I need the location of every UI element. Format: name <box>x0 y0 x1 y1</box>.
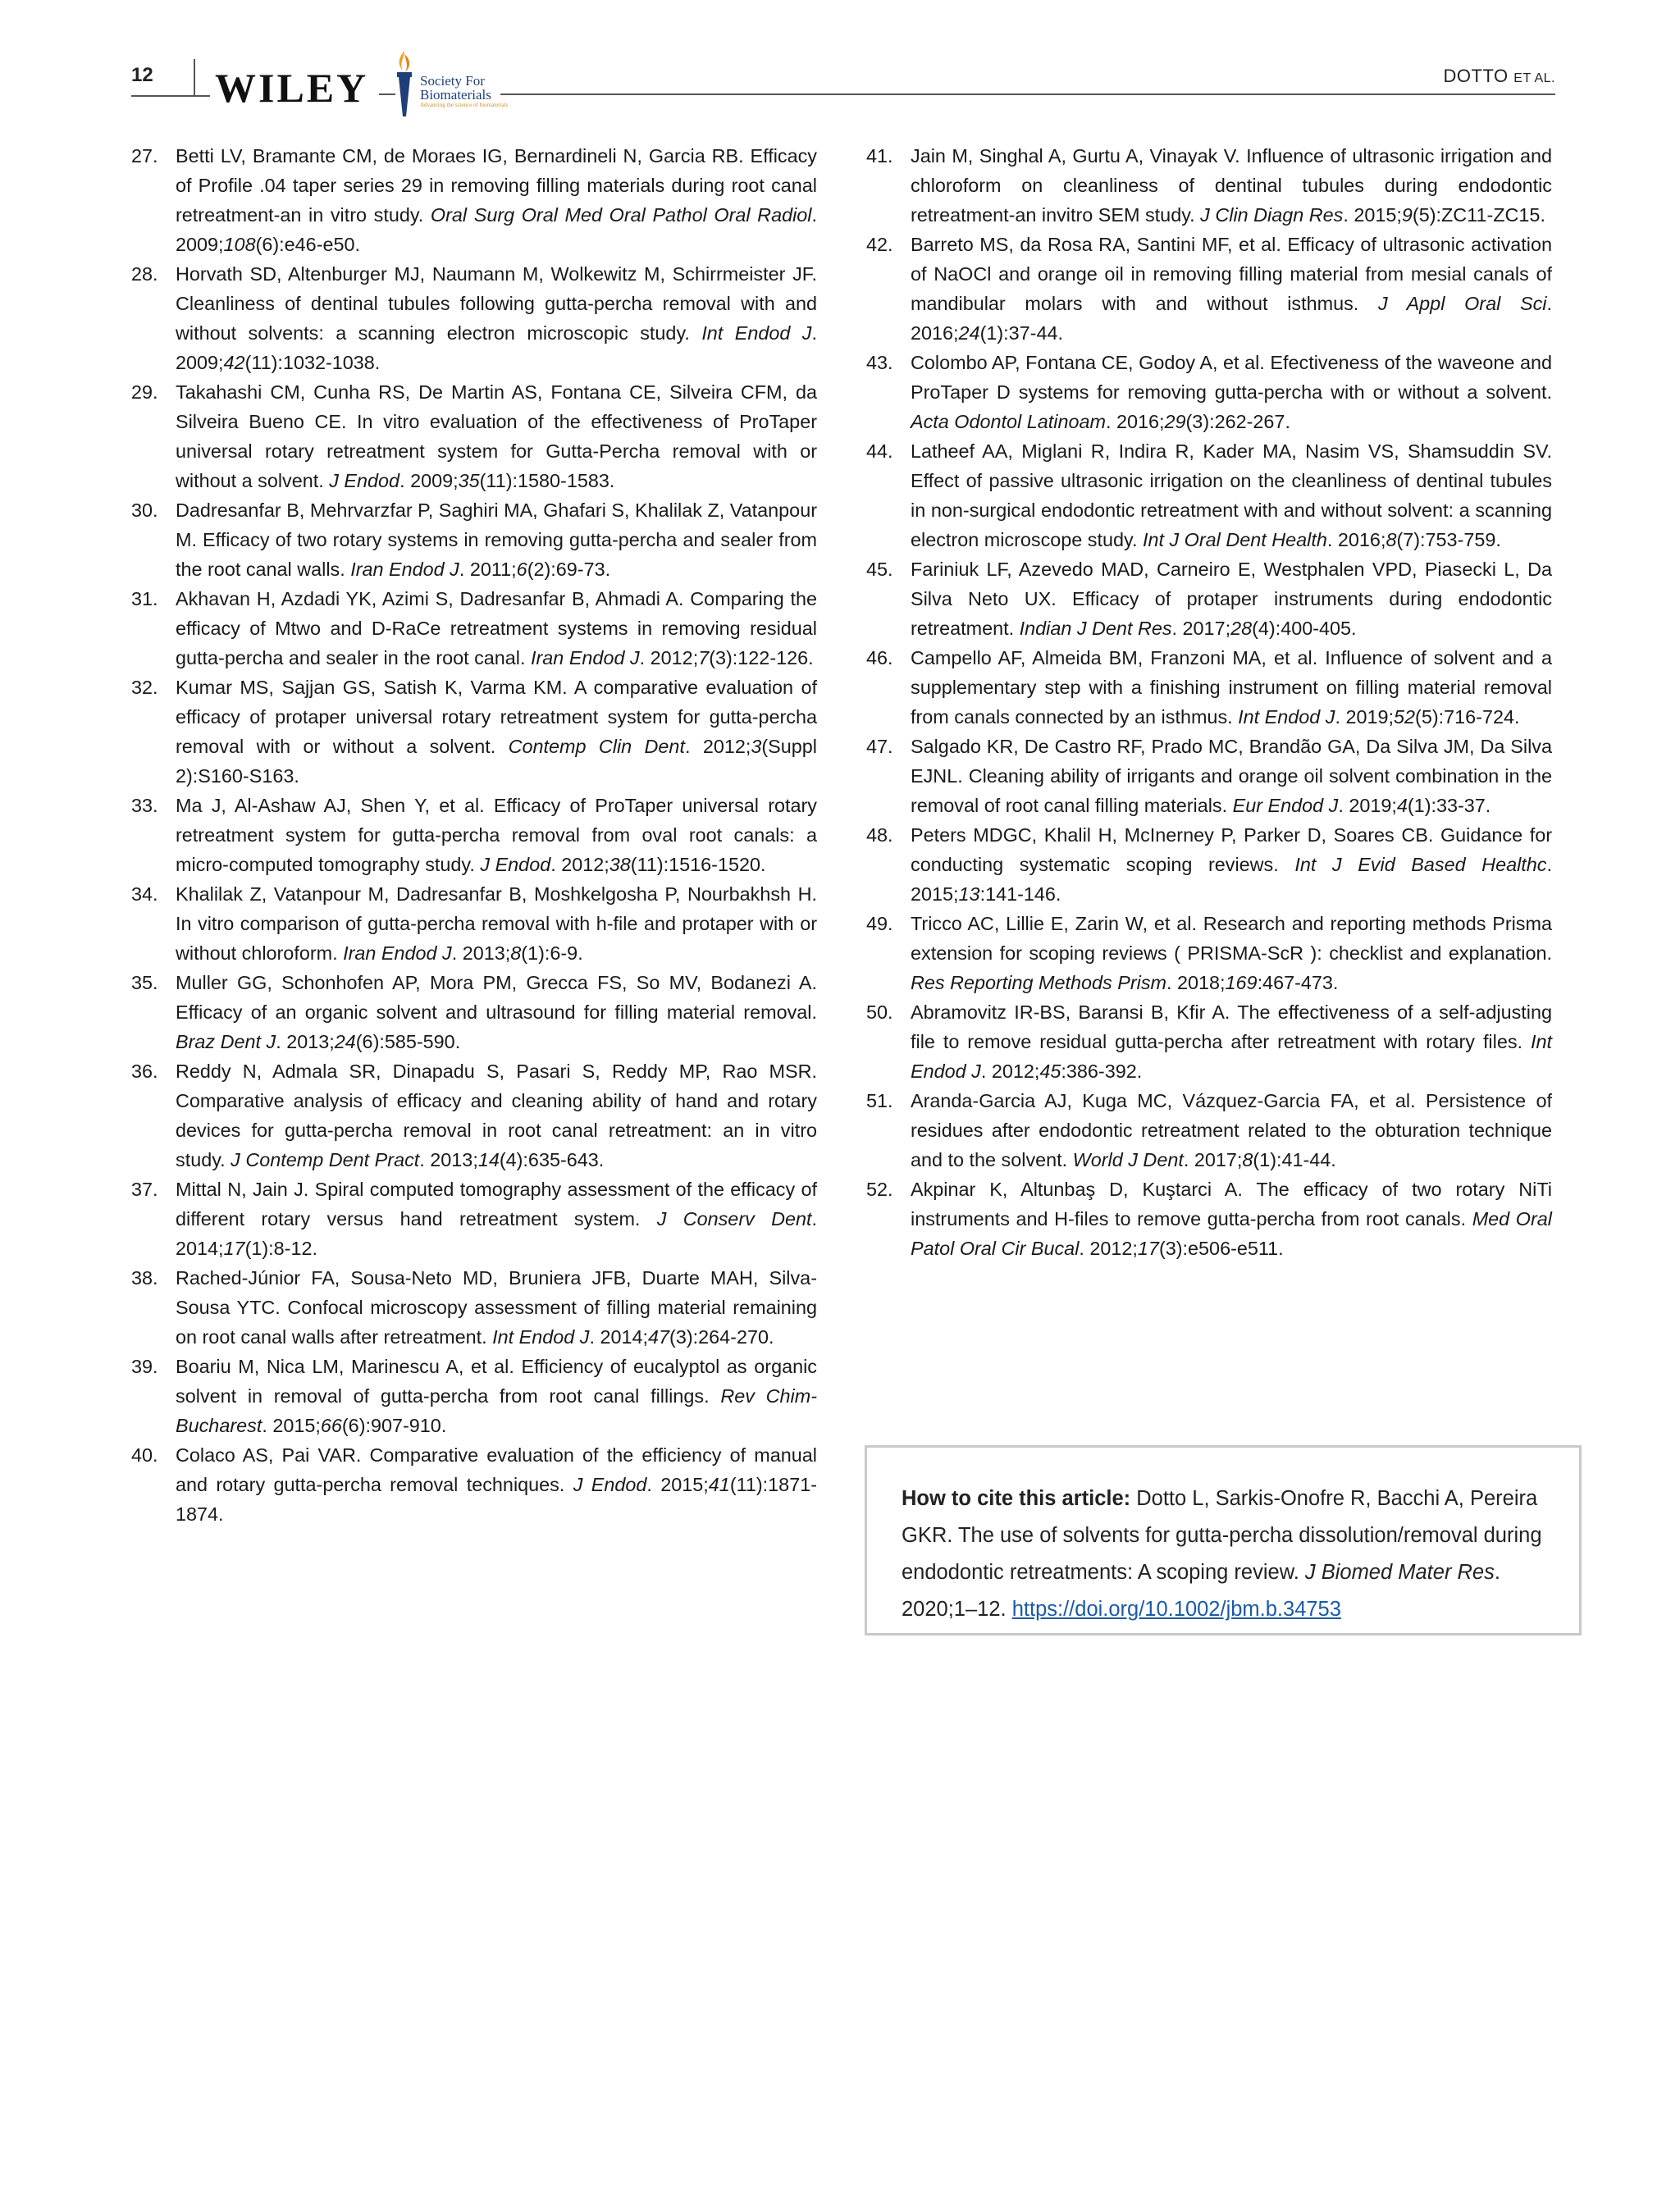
reference-year: . 2013; <box>276 1031 335 1052</box>
reference-text: Ma J, Al-Ashaw AJ, Shen Y, et al. Efficacy of ProTaper universal rotary retreatment system for gutta-percha removal from oval root canals: a micro-computed tomography study. <box>176 795 817 875</box>
reference-year: . 2012; <box>1079 1238 1138 1259</box>
reference-text: Akpinar K, Altunbaş D, Kuştarci A. The efficacy of two rotary NiTi instruments and H-files to remove gutta-percha from root canals. <box>911 1179 1552 1229</box>
reference-year: . 2009; <box>399 470 459 491</box>
reference-journal: World J Dent <box>1072 1149 1184 1170</box>
reference-item <box>131 1263 817 1352</box>
reference-journal: Contemp Clin Dent <box>508 736 685 757</box>
citation-text: Dotto L, Sarkis-Onofre R, Bacchi A, Pereira GKR. The use of solvents for gutta-percha dissolution/removal during endodontic retreatments: A scoping review. <box>902 1487 1542 1584</box>
reference-number: 35. <box>131 972 158 993</box>
reference-volume: 24 <box>958 322 980 344</box>
reference-item <box>866 554 1552 643</box>
reference-text: Boariu M, Nica LM, Marinescu A, et al. Efficiency of eucalyptol as organic solvent in removal of gutta-percha from root canal fillings. <box>176 1356 817 1407</box>
reference-number: 40. <box>131 1444 158 1466</box>
reference-item <box>131 968 817 1056</box>
reference-item <box>866 230 1552 348</box>
reference-item <box>866 997 1552 1086</box>
reference-text: Reddy N, Admala SR, Dinapadu S, Pasari S, Reddy MP, Rao MSR. Comparative analysis of efficacy and cleaning ability of hand and rotary devices for gutta-percha removal in root canal retreatment: an in vitro study. <box>176 1061 817 1170</box>
reference-volume: 8 <box>1242 1149 1253 1170</box>
reference-item <box>866 732 1552 820</box>
reference-journal: Int J Evid Based Healthc <box>1294 854 1547 875</box>
reference-item <box>866 820 1552 909</box>
reference-text: Salgado KR, De Castro RF, Prado MC, Brandão GA, Da Silva JM, Da Silva EJNL. Cleaning ability of irrigants and orange oil solvent combination in the removal of root canal filling materials. <box>911 736 1552 816</box>
reference-pages: (4):635-643. <box>499 1149 605 1170</box>
citation-label: How to cite this article: <box>902 1487 1131 1510</box>
reference-pages: :141-146. <box>979 883 1061 905</box>
society-logo <box>420 74 508 108</box>
reference-volume: 66 <box>320 1415 342 1436</box>
reference-number: 29. <box>131 381 158 403</box>
reference-number: 39. <box>131 1356 158 1377</box>
reference-year: . 2018; <box>1166 972 1226 993</box>
reference-text: Khalilak Z, Vatanpour M, Dadresanfar B, Moshkelgosha P, Nourbakhsh H. In vitro comparison of gutta-percha removal with h-file and protaper with or without chloroform. <box>176 883 817 964</box>
reference-year: . 2015; <box>911 854 1552 905</box>
reference-pages: (6):e46-e50. <box>255 234 361 255</box>
reference-pages: (3):e506-e511. <box>1158 1238 1284 1259</box>
reference-number: 28. <box>131 263 158 285</box>
reference-item <box>131 1056 817 1175</box>
reference-text: Horvath SD, Altenburger MJ, Naumann M, Wolkewitz M, Schirrmeister JF. Cleanliness of dentinal tubules following gutta-percha removal with and without solvents: a scanning electron microscopic study. <box>176 263 817 344</box>
reference-volume: 29 <box>1164 411 1186 432</box>
reference-pages: (Suppl 2):S160-S163. <box>176 736 818 787</box>
reference-volume: 17 <box>1137 1238 1159 1259</box>
reference-volume: 45 <box>1039 1061 1061 1082</box>
reference-volume: 169 <box>1225 972 1258 993</box>
reference-number: 31. <box>131 588 158 609</box>
reference-journal: J Endod <box>573 1474 647 1495</box>
society-tagline: Advancing the science of biomaterials <box>420 101 509 108</box>
reference-number: 37. <box>131 1179 158 1200</box>
reference-pages: :467-473. <box>1257 972 1339 993</box>
reference-item <box>866 643 1552 732</box>
reference-number: 32. <box>131 677 158 698</box>
doi-link[interactable]: https://doi.org/10.1002/jbm.b.34753 <box>1011 1598 1341 1621</box>
header-divider <box>194 59 195 95</box>
reference-journal: Int J Oral Dent Health <box>1142 529 1327 550</box>
torch-icon <box>392 48 417 121</box>
reference-item <box>131 673 817 791</box>
reference-journal: Iran Endod J <box>350 559 459 580</box>
reference-number: 49. <box>866 913 893 934</box>
reference-year: . 2015; <box>262 1415 321 1436</box>
reference-volume: 24 <box>334 1031 356 1052</box>
reference-year: . 2017; <box>1171 618 1231 639</box>
reference-text: Fariniuk LF, Azevedo MAD, Carneiro E, Westphalen VPD, Piasecki L, Da Silva Neto UX. Efficacy of protaper instruments during endodontic retreatment. <box>911 559 1552 639</box>
reference-pages: (11):1032-1038. <box>244 352 381 373</box>
reference-pages: (1):6-9. <box>521 942 583 964</box>
reference-volume: 38 <box>609 854 631 875</box>
reference-pages: (7):753-759. <box>1396 529 1501 550</box>
reference-journal: Med Oral Patol Oral Cir Bucal <box>911 1208 1552 1259</box>
reference-year: . 2019; <box>1335 706 1395 728</box>
reference-journal: J Appl Oral Sci <box>1378 293 1547 314</box>
reference-year: . 2014; <box>589 1326 649 1348</box>
reference-journal: Rev Chim-Bucharest <box>176 1385 817 1436</box>
reference-journal: Braz Dent J <box>176 1031 276 1052</box>
reference-journal: J Clin Diagn Res <box>1200 204 1344 226</box>
reference-pages: (5):716-724. <box>1415 706 1520 728</box>
reference-volume: 8 <box>510 942 522 964</box>
reference-volume: 7 <box>698 647 710 668</box>
reference-year: . 2012; <box>550 854 609 875</box>
reference-journal: Int Endod J <box>911 1031 1552 1082</box>
reference-item <box>131 495 817 584</box>
reference-item <box>131 1440 817 1529</box>
reference-journal: Oral Surg Oral Med Oral Pathol Oral Radiol <box>430 204 812 226</box>
reference-year: . 2011; <box>459 559 517 580</box>
page-number: 12 <box>131 64 153 86</box>
reference-year: . 2017; <box>1183 1149 1243 1170</box>
reference-item <box>131 141 817 259</box>
reference-text: Barreto MS, da Rosa RA, Santini MF, et al. Efficacy of ultrasonic activation of NaOCl and orange oil in removing filling material from mesial canals of mandibular molars with and without isthmus. <box>911 234 1552 314</box>
reference-text: Jain M, Singhal A, Gurtu A, Vinayak V. Influence of ultrasonic irrigation and chloroform on cleanliness of dentinal tubules during endodontic retreatment-an invitro SEM study. <box>911 145 1552 226</box>
reference-item <box>866 141 1552 230</box>
reference-pages: (1):33-37. <box>1407 795 1491 816</box>
reference-number: 51. <box>866 1090 893 1111</box>
reference-number: 30. <box>131 500 158 521</box>
reference-text: Colaco AS, Pai VAR. Comparative evaluation of the efficiency of manual and rotary gutta-percha removal techniques. <box>176 1444 817 1495</box>
reference-year: . 2013; <box>419 1149 478 1170</box>
reference-number: 34. <box>131 883 158 905</box>
reference-journal: Int Endod J <box>1238 706 1335 728</box>
wiley-logo: WILEY <box>215 65 369 111</box>
reference-volume: 108 <box>223 234 256 255</box>
reference-volume: 4 <box>1396 795 1408 816</box>
reference-year: . 2015; <box>1343 204 1402 226</box>
society-line2: Biomaterials <box>420 87 491 103</box>
reference-year: . 2015; <box>646 1474 709 1495</box>
page-header <box>0 0 1680 131</box>
reference-pages: (11):1871-1874. <box>176 1474 817 1525</box>
reference-journal: J Endod <box>329 470 400 491</box>
reference-year: . 2016; <box>1105 411 1165 432</box>
reference-number: 47. <box>866 736 893 757</box>
reference-number: 46. <box>866 647 893 668</box>
reference-item <box>866 909 1552 997</box>
running-head-author: DOTTO <box>1443 66 1509 86</box>
reference-journal: Int Endod J <box>492 1326 590 1348</box>
reference-number: 42. <box>866 234 893 255</box>
reference-item <box>131 1175 817 1263</box>
reference-journal: J Contemp Dent Pract <box>231 1149 420 1170</box>
reference-volume: 3 <box>751 736 762 757</box>
citation-journal: J Biomed Mater Res <box>1304 1561 1495 1584</box>
reference-pages: (6):907-910. <box>341 1415 447 1436</box>
reference-pages: (1):37-44. <box>979 322 1063 344</box>
reference-year: . 2016; <box>911 293 1553 344</box>
reference-text: Kumar MS, Sajjan GS, Satish K, Varma KM. A comparative evaluation of efficacy of protaper universal rotary retreatment system for gutta-percha removal with or without a solvent. <box>176 677 817 757</box>
reference-item <box>866 1086 1552 1175</box>
reference-text: Tricco AC, Lillie E, Zarin W, et al. Research and reporting methods Prisma extension for scoping reviews ( PRISMA-ScR ): checklist and explanation. <box>911 913 1552 964</box>
running-head <box>1444 66 1555 87</box>
reference-journal: Iran Endod J <box>343 942 452 964</box>
reference-number: 27. <box>131 145 158 167</box>
reference-pages: (3):262-267. <box>1185 411 1290 432</box>
reference-volume: 9 <box>1401 204 1413 226</box>
reference-pages: (11):1580-1583. <box>479 470 615 491</box>
reference-item <box>131 1352 817 1440</box>
reference-text: Colombo AP, Fontana CE, Godoy A, et al. Efectiveness of the waveone and ProTaper D systems for removing gutta-percha with or without a solvent. <box>911 352 1552 403</box>
reference-year: . 2013; <box>451 942 511 964</box>
reference-number: 38. <box>131 1267 158 1289</box>
reference-item <box>866 436 1552 554</box>
reference-item <box>866 1175 1552 1263</box>
citation-details: . 2020;1–12. <box>902 1561 1500 1621</box>
reference-year: . 2014; <box>176 1208 817 1259</box>
reference-pages: (1):8-12. <box>244 1238 317 1259</box>
references-left-column <box>131 141 817 1529</box>
reference-text: Akhavan H, Azdadi YK, Azimi S, Dadresanfar B, Ahmadi A. Comparing the efficacy of Mtwo and D-RaCe retreatment systems in removing residual gutta-percha and sealer in the root canal. <box>176 588 817 668</box>
reference-item <box>866 348 1552 436</box>
reference-volume: 28 <box>1230 618 1253 639</box>
reference-text: Dadresanfar B, Mehrvarzfar P, Saghiri MA, Ghafari S, Khalilak Z, Vatanpour M. Efficacy of two rotary systems in removing gutta-percha and sealer from the root canal walls. <box>176 500 817 580</box>
reference-year: . 2009; <box>176 322 817 373</box>
reference-number: 36. <box>131 1061 158 1082</box>
references-right-column <box>866 141 1552 1263</box>
reference-volume: 17 <box>223 1238 245 1259</box>
reference-volume: 47 <box>648 1326 670 1348</box>
reference-volume: 41 <box>708 1474 730 1495</box>
reference-year: . 2016; <box>1326 529 1386 550</box>
reference-pages: (3):264-270. <box>669 1326 774 1348</box>
reference-journal: J Conserv Dent <box>656 1208 812 1229</box>
reference-number: 44. <box>866 440 893 462</box>
reference-text: Muller GG, Schonhofen AP, Mora PM, Grecca FS, So MV, Bodanezi A. Efficacy of an organic solvent and ultrasound for filling material removal. <box>176 972 817 1023</box>
reference-text: Rached-Júnior FA, Sousa-Neto MD, Bruniera JFB, Duarte MAH, Silva-Sousa YTC. Confocal microscopy assessment of filling material remaining on root canal walls after retreatment. <box>176 1267 817 1348</box>
reference-journal: Indian J Dent Res <box>1019 618 1172 639</box>
reference-year: . 2012; <box>980 1061 1040 1082</box>
reference-pages: (2):69-73. <box>527 559 611 580</box>
reference-pages: (6):585-590. <box>355 1031 461 1052</box>
citation-box <box>865 1445 1582 1635</box>
reference-number: 50. <box>866 1001 893 1023</box>
running-head-suffix: ET AL. <box>1513 71 1555 85</box>
reference-number: 43. <box>866 352 893 373</box>
reference-text: Peters MDGC, Khalil H, McInerney P, Parker D, Soares CB. Guidance for conducting systematic scoping reviews. <box>911 824 1552 875</box>
reference-item <box>131 879 817 968</box>
reference-number: 45. <box>866 559 893 580</box>
reference-item <box>131 259 817 377</box>
reference-journal: Iran Endod J <box>531 647 640 668</box>
reference-journal: J Endod <box>480 854 551 875</box>
reference-journal: Eur Endod J <box>1232 795 1339 816</box>
reference-text: Takahashi CM, Cunha RS, De Martin AS, Fontana CE, Silveira CFM, da Silveira Bueno CE. In vitro evaluation of the effectiveness of ProTaper universal rotary retreatment system for Gutta-Percha removal with or without a solvent. <box>176 381 817 491</box>
reference-year: . 2012; <box>639 647 699 668</box>
reference-pages: (4):400-405. <box>1252 618 1357 639</box>
reference-text: Betti LV, Bramante CM, de Moraes IG, Bernardineli N, Garcia RB. Efficacy of Profile .04 taper series 29 in removing filling materials during root canal retreatment-an in vitro study. <box>176 145 817 226</box>
reference-text: Mittal N, Jain J. Spiral computed tomography assessment of the efficacy of different rotary versus hand retreatment system. <box>176 1179 817 1229</box>
reference-number: 48. <box>866 824 893 846</box>
reference-year: . 2019; <box>1338 795 1397 816</box>
reference-number: 41. <box>866 145 893 167</box>
reference-number: 52. <box>866 1179 893 1200</box>
reference-volume: 8 <box>1386 529 1397 550</box>
reference-journal: Acta Odontol Latinoam <box>911 411 1106 432</box>
reference-pages: (1):41-44. <box>1253 1149 1336 1170</box>
reference-pages: (11):1516-1520. <box>630 854 766 875</box>
reference-volume: 14 <box>477 1149 500 1170</box>
reference-journal: Res Reporting Methods Prism <box>911 972 1166 993</box>
reference-item <box>131 791 817 879</box>
reference-year: . 2012; <box>684 736 751 757</box>
header-rule-right <box>500 94 1555 95</box>
reference-text: Campello AF, Almeida BM, Franzoni MA, et al. Influence of solvent and a supplementary step with a finishing instrument on filling material removal from canals connected by an isthmus. <box>911 647 1552 728</box>
header-rule-left <box>131 95 210 97</box>
reference-volume: 13 <box>958 883 980 905</box>
reference-pages: :386-392. <box>1061 1061 1143 1082</box>
reference-volume: 6 <box>516 559 527 580</box>
society-line1: Society For <box>420 73 485 89</box>
reference-journal: Int Endod J <box>701 322 812 344</box>
reference-volume: 52 <box>1394 706 1416 728</box>
reference-text: Latheef AA, Miglani R, Indira R, Kader MA, Nasim VS, Shamsuddin SV. Effect of passive ultrasonic irrigation on the cleanliness of dentinal tubules in non-surgical endodontic retreatment with and without solvent: a scanning electron microscope study. <box>911 440 1552 550</box>
reference-text: Abramovitz IR-BS, Baransi B, Kfir A. The effectiveness of a self-adjusting file to remove residual gutta-percha after retreatment with rotary files. <box>911 1001 1552 1052</box>
reference-volume: 42 <box>223 352 245 373</box>
reference-item <box>131 584 817 673</box>
reference-text: Aranda-Garcia AJ, Kuga MC, Vázquez-Garcia FA, et al. Persistence of residues after endodontic retreatment related to the obturation technique and to the solvent. <box>911 1090 1552 1170</box>
reference-pages: (3):122-126. <box>709 647 814 668</box>
reference-year: . 2009; <box>176 204 817 255</box>
reference-volume: 35 <box>458 470 480 491</box>
reference-pages: (5):ZC11-ZC15. <box>1412 204 1545 226</box>
reference-item <box>131 377 817 495</box>
reference-number: 33. <box>131 795 158 816</box>
